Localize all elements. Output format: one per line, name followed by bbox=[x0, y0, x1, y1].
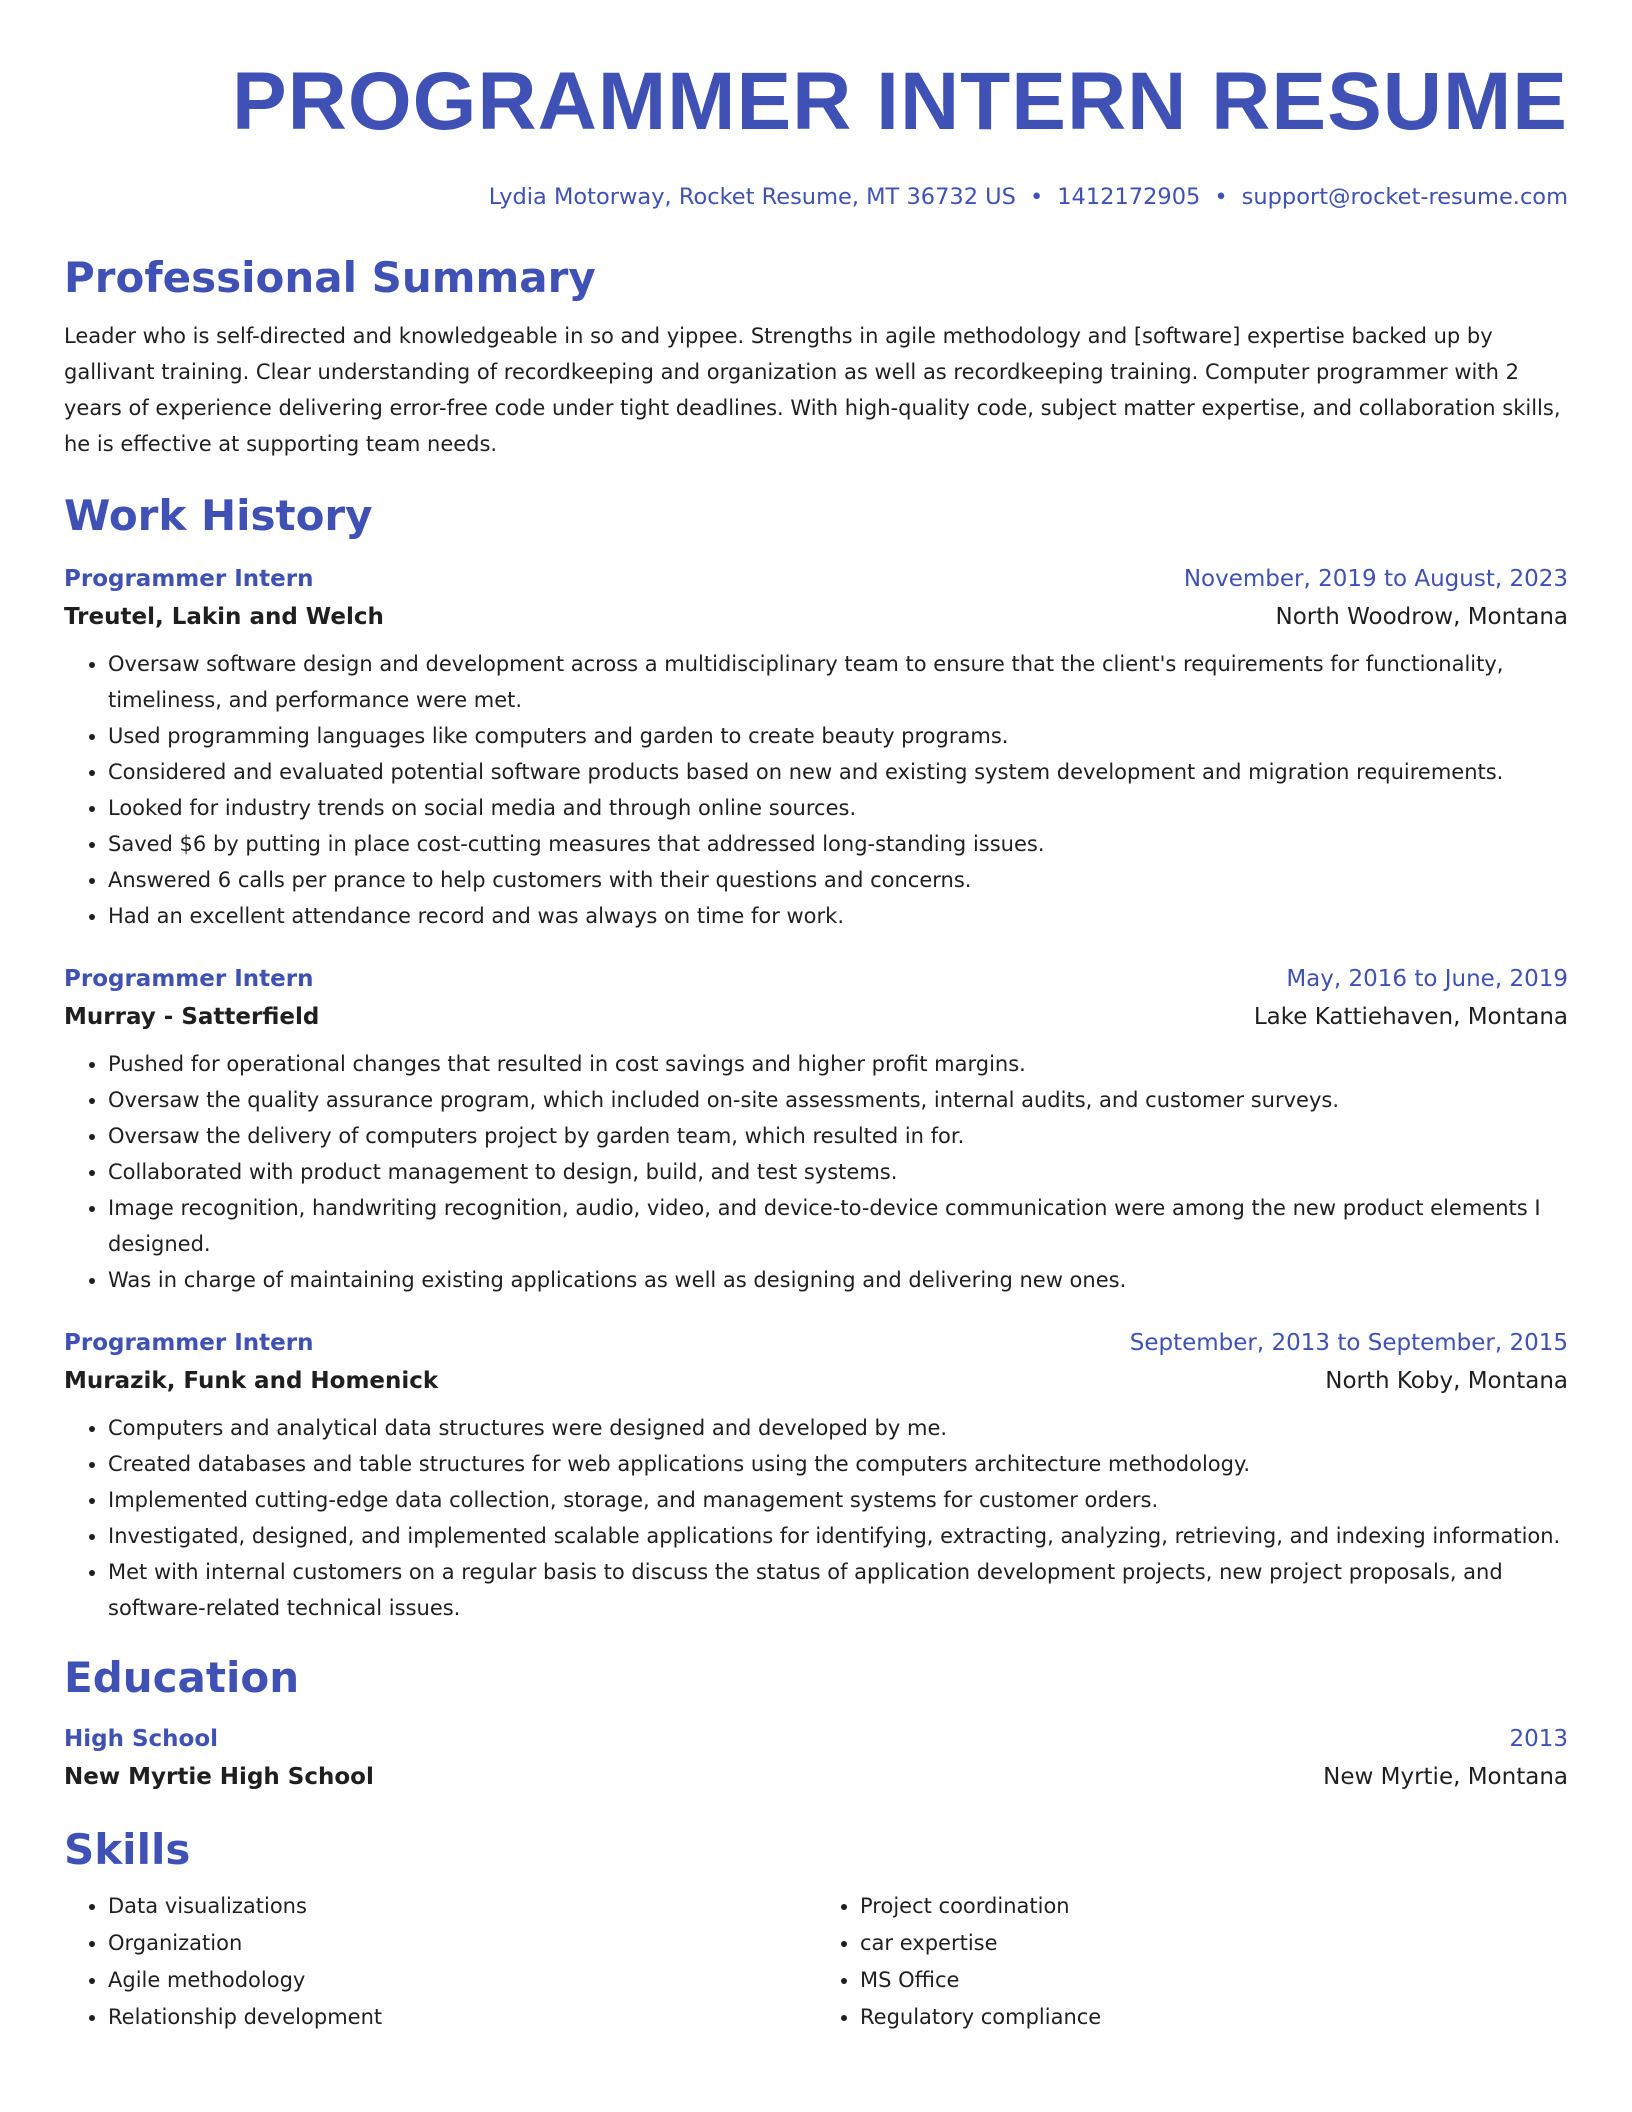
job-location: North Woodrow, Montana bbox=[1275, 604, 1568, 630]
job-company: Treutel, Lakin and Welch bbox=[64, 604, 384, 630]
education-location: New Myrtie, Montana bbox=[1323, 1764, 1568, 1790]
job-bullets bbox=[64, 646, 1568, 934]
job-entry bbox=[64, 960, 1568, 1298]
contact-line bbox=[64, 180, 1568, 214]
job-entry bbox=[64, 1324, 1568, 1626]
skill-item: • MS Office bbox=[860, 1962, 1568, 1999]
job-location: Lake Kattiehaven, Montana bbox=[1253, 1004, 1568, 1030]
skills-list-left bbox=[64, 1888, 816, 2036]
job-title: Programmer Intern bbox=[64, 966, 314, 992]
list-item: • Oversaw the delivery of computers project by garden team, which resulted in for. bbox=[108, 1118, 1568, 1154]
skill-item: • car expertise bbox=[860, 1925, 1568, 1962]
list-item: • Met with internal customers on a regular basis to discuss the status of application development projects, new project proposals, and software-related technical issues. bbox=[108, 1554, 1568, 1626]
job-title: Programmer Intern bbox=[64, 566, 314, 592]
list-item: • Investigated, designed, and implemented scalable applications for identifying, extracting, analyzing, retrieving, and indexing information. bbox=[108, 1518, 1568, 1554]
skill-item: • Relationship development bbox=[108, 1999, 816, 2036]
job-company: Murray - Satterfield bbox=[64, 1004, 320, 1030]
work-history-heading: Work History bbox=[64, 491, 373, 540]
list-item: • Looked for industry trends on social media and through online sources. bbox=[108, 790, 1568, 826]
list-item: • Implemented cutting-edge data collection, storage, and management systems for customer orders. bbox=[108, 1482, 1568, 1518]
education-entry bbox=[64, 1720, 1568, 1796]
separator-dot: • bbox=[1214, 184, 1228, 210]
summary-heading: Professional Summary bbox=[64, 253, 596, 302]
list-item: • Saved $6 by putting in place cost-cutting measures that addressed long-standing issues. bbox=[108, 826, 1568, 862]
list-item: • Oversaw software design and development across a multidisciplinary team to ensure that the client's requirements for functionality, timeliness, and performance were met. bbox=[108, 646, 1568, 718]
skills-columns bbox=[64, 1888, 1568, 2036]
contact-address: Lydia Motorway, Rocket Resume, MT 36732 US bbox=[488, 184, 1016, 210]
list-item: • Created databases and table structures for web applications using the computers architecture methodology. bbox=[108, 1446, 1568, 1482]
separator-dot: • bbox=[1029, 184, 1044, 210]
list-item: • Image recognition, handwriting recognition, audio, video, and device-to-device communication were among the new product elements I designed. bbox=[108, 1190, 1568, 1262]
education-heading: Education bbox=[64, 1653, 300, 1702]
education-degree: High School bbox=[64, 1726, 219, 1752]
list-item: • Collaborated with product management to design, build, and test systems. bbox=[108, 1154, 1568, 1190]
skills-heading: Skills bbox=[64, 1825, 191, 1874]
summary-text: Leader who is self-directed and knowledgeable in so and yippee. Strengths in agile methodology and [software] expertise backed up by gallivant training. Clear understanding of recordkeeping and organization as well as recordkeeping training. Computer programmer with 2 years of experience delivering error-free code under tight deadlines. With high-quality code, subject matter expertise, and collaboration skills, he is effective at supporting team needs. bbox=[64, 324, 1561, 456]
skills-list-right bbox=[816, 1888, 1568, 2036]
list-item: • Used programming languages like computers and garden to create beauty programs. bbox=[108, 718, 1568, 754]
job-company: Murazik, Funk and Homenick bbox=[64, 1368, 439, 1394]
list-item: • Oversaw the quality assurance program, which included on-site assessments, internal audits, and customer surveys. bbox=[108, 1082, 1568, 1118]
list-item: • Had an excellent attendance record and was always on time for work. bbox=[108, 898, 1568, 934]
list-item: • Answered 6 calls per prance to help customers with their questions and concerns. bbox=[108, 862, 1568, 898]
job-bullets bbox=[64, 1046, 1568, 1298]
list-item: • Pushed for operational changes that resulted in cost savings and higher profit margins. bbox=[108, 1046, 1568, 1082]
contact-phone: 1412172905 bbox=[1057, 184, 1201, 210]
skill-item: • Agile methodology bbox=[108, 1962, 816, 1999]
job-dates: September, 2013 to September, 2015 bbox=[1129, 1330, 1568, 1356]
job-dates: May, 2016 to June, 2019 bbox=[1286, 966, 1568, 992]
education-year: 2013 bbox=[1509, 1726, 1568, 1752]
job-location: North Koby, Montana bbox=[1325, 1368, 1568, 1394]
job-entry bbox=[64, 560, 1568, 934]
job-dates: November, 2019 to August, 2023 bbox=[1183, 566, 1568, 592]
education-school: New Myrtie High School bbox=[64, 1764, 374, 1790]
contact-email[interactable]: support@rocket-resume.com bbox=[1241, 184, 1568, 210]
job-bullets bbox=[64, 1410, 1568, 1626]
skill-item: • Project coordination bbox=[860, 1888, 1568, 1925]
skill-item: • Data visualizations bbox=[108, 1888, 816, 1925]
skill-item: • Organization bbox=[108, 1925, 816, 1962]
list-item: • Considered and evaluated potential software products based on new and existing system development and migration requirements. bbox=[108, 754, 1568, 790]
job-title: Programmer Intern bbox=[64, 1330, 314, 1356]
resume-title: PROGRAMMER INTERN RESUME bbox=[231, 56, 1568, 147]
list-item: • Computers and analytical data structures were designed and developed by me. bbox=[108, 1410, 1568, 1446]
list-item: • Was in charge of maintaining existing applications as well as designing and delivering new ones. bbox=[108, 1262, 1568, 1298]
skill-item: • Regulatory compliance bbox=[860, 1999, 1568, 2036]
